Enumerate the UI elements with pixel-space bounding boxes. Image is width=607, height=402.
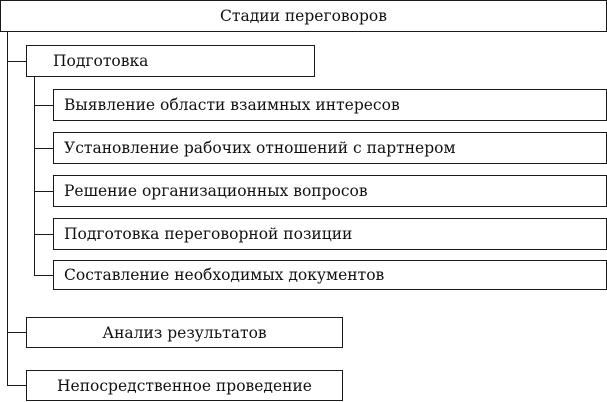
connector-analysis — [7, 332, 26, 333]
substep-node — [53, 89, 607, 121]
substep-node — [53, 175, 607, 207]
substep-label: Подготовка переговорной позиции — [64, 225, 353, 243]
substep-node — [53, 218, 607, 250]
stage-preparation — [26, 45, 315, 77]
substep-label: Решение организационных вопросов — [64, 182, 368, 200]
stage-analysis-label: Анализ результатов — [102, 323, 267, 342]
connector-preparation — [7, 61, 26, 62]
stage-conduct — [26, 370, 343, 401]
root-node — [0, 0, 607, 32]
substep-label: Установление рабочих отношений с партнером — [64, 139, 456, 157]
substep-node — [53, 260, 607, 290]
substep-node — [53, 132, 607, 164]
connector-substep-3 — [34, 191, 53, 192]
sub-spine-line — [34, 77, 35, 275]
substep-label: Выявление области взаимных интересов — [64, 96, 400, 114]
stage-conduct-label: Непосредственное проведение — [57, 376, 312, 395]
root-label: Стадии переговоров — [220, 7, 387, 25]
connector-substep-2 — [34, 148, 53, 149]
substep-label: Составление необходимых документов — [64, 266, 385, 284]
connector-substep-1 — [34, 105, 53, 106]
stage-analysis — [26, 317, 343, 348]
connector-conduct — [7, 385, 26, 386]
connector-substep-5 — [34, 275, 53, 276]
connector-substep-4 — [34, 234, 53, 235]
stage-preparation-label: Подготовка — [53, 52, 149, 70]
